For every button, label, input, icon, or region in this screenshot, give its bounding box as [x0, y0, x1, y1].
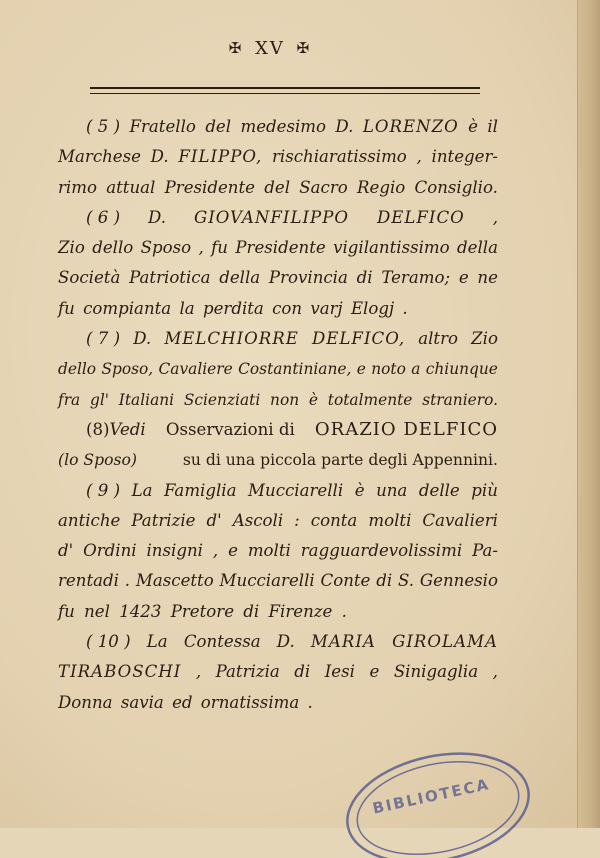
text-line	[58, 657, 498, 687]
word: chiunque	[425, 360, 498, 379]
word: Sposo	[140, 238, 192, 258]
word: molti	[368, 510, 412, 530]
word: fu	[211, 238, 228, 258]
word: a	[411, 360, 421, 379]
word: straniero.	[422, 390, 498, 409]
text-line	[58, 566, 498, 596]
word: ,	[212, 541, 219, 561]
word: insigni	[146, 541, 203, 561]
word: Patriotica	[129, 268, 211, 288]
word: attual	[106, 177, 156, 197]
word: GIOVANFILIPPO	[193, 207, 349, 227]
word: ORAZIO DELFICO	[314, 418, 498, 440]
word: della	[219, 268, 261, 288]
word: di	[376, 571, 393, 591]
text-line	[58, 263, 498, 293]
word: Cavaliere	[158, 360, 233, 379]
word: su di una piccola parte degli Appennini.	[182, 451, 498, 470]
text-line	[58, 173, 498, 203]
note-number: ( 10 )	[86, 632, 131, 652]
word: più	[471, 480, 498, 500]
word: DELFICO,	[312, 329, 406, 349]
word: Sposo,	[101, 360, 154, 379]
word: Società	[58, 268, 121, 288]
word: Mucciarelli	[219, 571, 315, 591]
word: del	[264, 177, 290, 197]
word: Teramo;	[381, 268, 451, 288]
word: La	[146, 632, 168, 652]
word: S.	[397, 571, 415, 591]
word: totalmente	[327, 390, 413, 409]
word: Presidente	[164, 177, 255, 197]
word: rimo	[58, 177, 97, 197]
text-line	[58, 233, 498, 263]
text-line	[58, 445, 498, 475]
text-line	[58, 688, 498, 718]
word: Scienziati	[183, 390, 261, 409]
word: d'	[58, 541, 74, 561]
text-line	[58, 627, 498, 657]
word: Mascetto	[135, 571, 214, 591]
line-text: Donna savia ed ornatissima .	[58, 692, 313, 712]
word: una	[376, 480, 408, 500]
word: Pa-	[472, 541, 498, 561]
word: dello	[92, 238, 134, 258]
note-number: ( 9 )	[86, 480, 121, 500]
word: ,	[492, 662, 498, 682]
word: Consiglio.	[414, 177, 498, 197]
word: conta	[310, 510, 358, 530]
text-line	[58, 354, 498, 384]
word: Sinigaglia	[393, 662, 479, 682]
word: ,	[492, 207, 498, 227]
note-number: ( 5 )	[86, 117, 121, 136]
word: Ordini	[83, 541, 137, 561]
word: Presidente	[235, 238, 326, 258]
word: Sacro	[299, 177, 348, 197]
note-number: (8)	[86, 419, 110, 439]
text-line	[58, 476, 498, 506]
word: GIROLAMA	[392, 632, 498, 652]
word: di	[356, 268, 373, 288]
note-number: ( 6 )	[86, 207, 121, 227]
word: integer-	[431, 147, 498, 167]
ornament-left-icon: ✠	[228, 39, 244, 57]
word: e	[228, 541, 238, 561]
word: DELFICO	[376, 207, 465, 227]
word: Patrizie	[131, 510, 196, 530]
word: dello	[58, 360, 97, 379]
word: ,	[198, 238, 204, 258]
word: altro	[418, 329, 459, 349]
word: della	[457, 238, 498, 258]
page-edge	[577, 0, 600, 828]
word: rischiaratissimo	[272, 147, 407, 167]
word: ragguardevolissimi	[300, 541, 463, 561]
word: è	[308, 390, 318, 409]
word: molti	[247, 541, 291, 561]
word: di	[294, 662, 311, 682]
word: e	[369, 662, 380, 682]
text-line	[58, 112, 498, 142]
word: il	[487, 117, 498, 136]
word: del	[205, 117, 232, 136]
text-line	[58, 536, 498, 566]
word: TIRABOSCHI	[58, 662, 182, 682]
word: D.	[276, 632, 295, 652]
word: Conte	[320, 571, 371, 591]
word: (lo Sposo)	[58, 451, 137, 470]
word: rentadi	[58, 571, 119, 591]
word: Osservazioni di	[165, 419, 295, 439]
stamp-text: BIBLIOTECA	[370, 775, 492, 818]
word: MARIA	[310, 632, 376, 652]
page-header	[0, 38, 540, 59]
word: Gennesio	[419, 571, 498, 591]
word: D.	[133, 329, 152, 349]
word: D.	[335, 117, 354, 136]
word: medesimo	[240, 117, 327, 136]
word: e	[458, 268, 469, 288]
word: ,	[416, 147, 422, 167]
word: Vedi	[109, 419, 146, 439]
word: e	[356, 360, 366, 379]
word: D.	[150, 147, 169, 167]
text-line	[58, 385, 498, 415]
word: Iesi	[324, 662, 355, 682]
word: antiche	[58, 510, 121, 530]
word: La	[131, 480, 153, 500]
word: è	[354, 480, 365, 500]
word: Zio	[58, 238, 85, 258]
word: FILIPPO,	[178, 147, 263, 167]
word: :	[294, 510, 300, 530]
word: Contessa	[183, 632, 261, 652]
note-number: ( 7 )	[86, 329, 121, 349]
word: Cavalieri	[422, 510, 498, 530]
word: Marchese	[58, 147, 141, 167]
word: delle	[418, 480, 460, 500]
word: d'	[206, 510, 222, 530]
word: Fratello	[129, 117, 196, 136]
page-number: XV	[255, 38, 285, 59]
word: Regio	[357, 177, 406, 197]
text-line	[58, 506, 498, 536]
text-line	[58, 597, 498, 627]
word: Patrizia	[215, 662, 280, 682]
word: è	[468, 117, 478, 136]
word: Italiani	[118, 390, 175, 409]
library-stamp-icon	[338, 738, 538, 858]
text-line	[58, 294, 498, 324]
line-text: fu nel 1423 Pretore di Firenze .	[58, 601, 347, 621]
word: ,	[195, 662, 202, 682]
word: ne	[477, 268, 498, 288]
word: .	[124, 571, 131, 591]
text-line	[58, 142, 498, 172]
word: noto	[371, 360, 406, 379]
text-line	[58, 324, 498, 354]
word: LORENZO	[362, 117, 459, 136]
ornament-right-icon: ✠	[296, 39, 312, 57]
word: fra	[58, 390, 81, 409]
word: Famiglia	[164, 480, 237, 500]
header-rule	[90, 87, 480, 94]
word: Costantiniane,	[238, 360, 352, 379]
line-text: fu compianta la perdita con varj Elogj .	[58, 298, 408, 318]
text-line	[58, 415, 498, 445]
word: Provincia	[268, 268, 348, 288]
word: gl'	[90, 390, 110, 409]
word: vigilantissimo	[333, 238, 450, 258]
word: D.	[148, 207, 166, 227]
word: MELCHIORRE	[164, 329, 299, 349]
note-8-lead	[86, 415, 146, 445]
word: Ascoli	[232, 510, 284, 530]
word: non	[270, 390, 300, 409]
text-line	[58, 203, 498, 233]
word: Zio	[471, 329, 498, 349]
word: Mucciarelli	[248, 480, 344, 500]
notes-body	[58, 112, 498, 718]
